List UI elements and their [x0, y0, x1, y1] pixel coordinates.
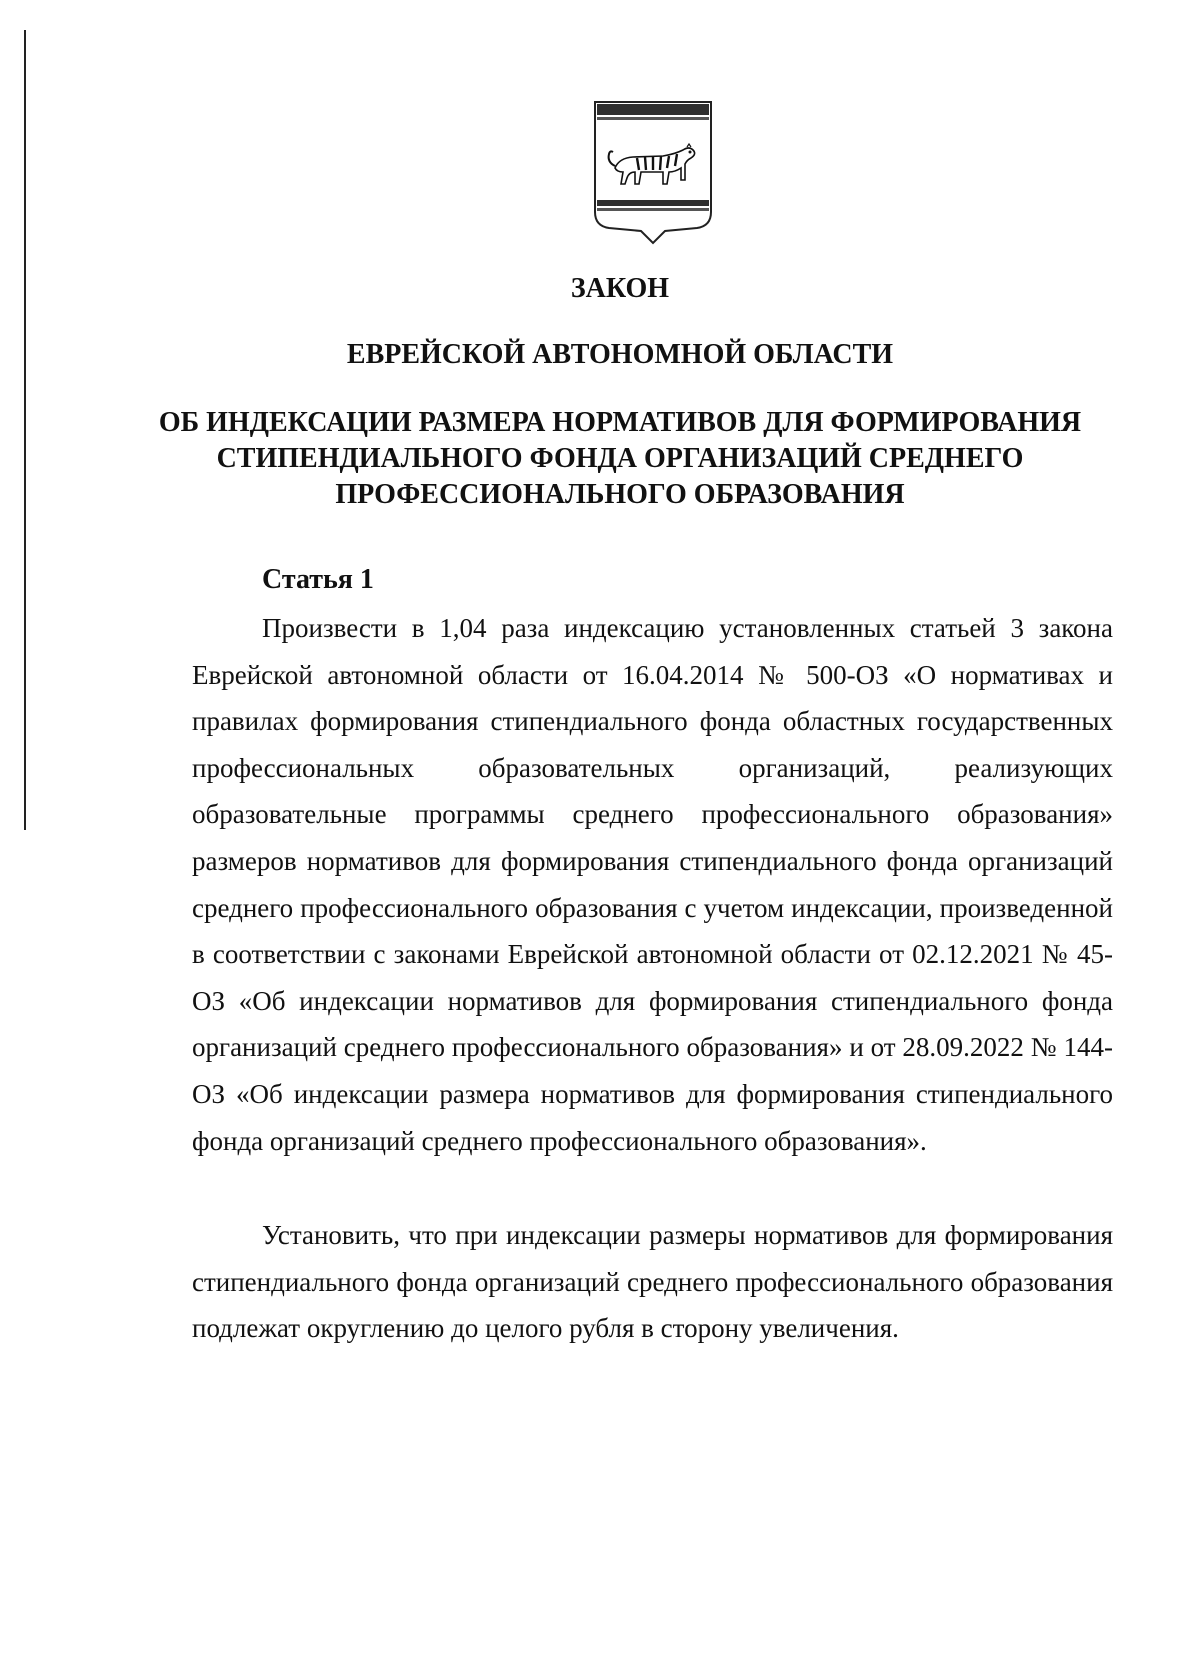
article-paragraph-1: Произвести в 1,04 раза индексацию установленных статьей 3 закона Еврейской автономной области от 16.04.2014 № 500-ОЗ «О нормативах и правилах формирования стипендиального фонда областных государственных профессиональных образовательных организаций, реализующих образовательные программы среднего профессионального образования» размеров нормативов для формирования стипендиального фонда организаций среднего профессионального образования с учетом индексации, произведенной в соответствии с законами Еврейской автономной области от 02.12.2021 № 45-ОЗ «Об индексации нормативов для формирования стипендиального фонда организаций среднего профессионального образования» и от 28.09.2022 № 144-ОЗ «Об индексации размера нормативов для формирования стипендиального фонда организаций среднего профессионального образования». [192, 613, 1113, 1156]
law-title: ОБ ИНДЕКСАЦИИ РАЗМЕРА НОРМАТИВОВ ДЛЯ ФОРМИРОВАНИЯ СТИПЕНДИАЛЬНОГО ФОНДА ОРГАНИЗАЦИЙ СРЕДНЕГО ПРОФЕССИОНАЛЬНОГО ОБРАЗОВАНИЯ [158, 407, 1082, 510]
coat-of-arms-emblem [593, 100, 713, 245]
article-paragraph-2: Установить, что при индексации размеры нормативов для формирования стипендиального фонда организаций среднего профессионального образования подлежат округлению до целого рубля в сторону увеличения. [192, 1220, 1113, 1344]
article-title: Статья 1 [262, 564, 374, 595]
law-label: ЗАКОН [570, 273, 670, 304]
region-name: ЕВРЕЙСКОЙ АВТОНОМНОЙ ОБЛАСТИ [346, 339, 894, 370]
coat-of-arms-tiger-icon [593, 100, 713, 245]
scan-edge-line [24, 30, 26, 830]
